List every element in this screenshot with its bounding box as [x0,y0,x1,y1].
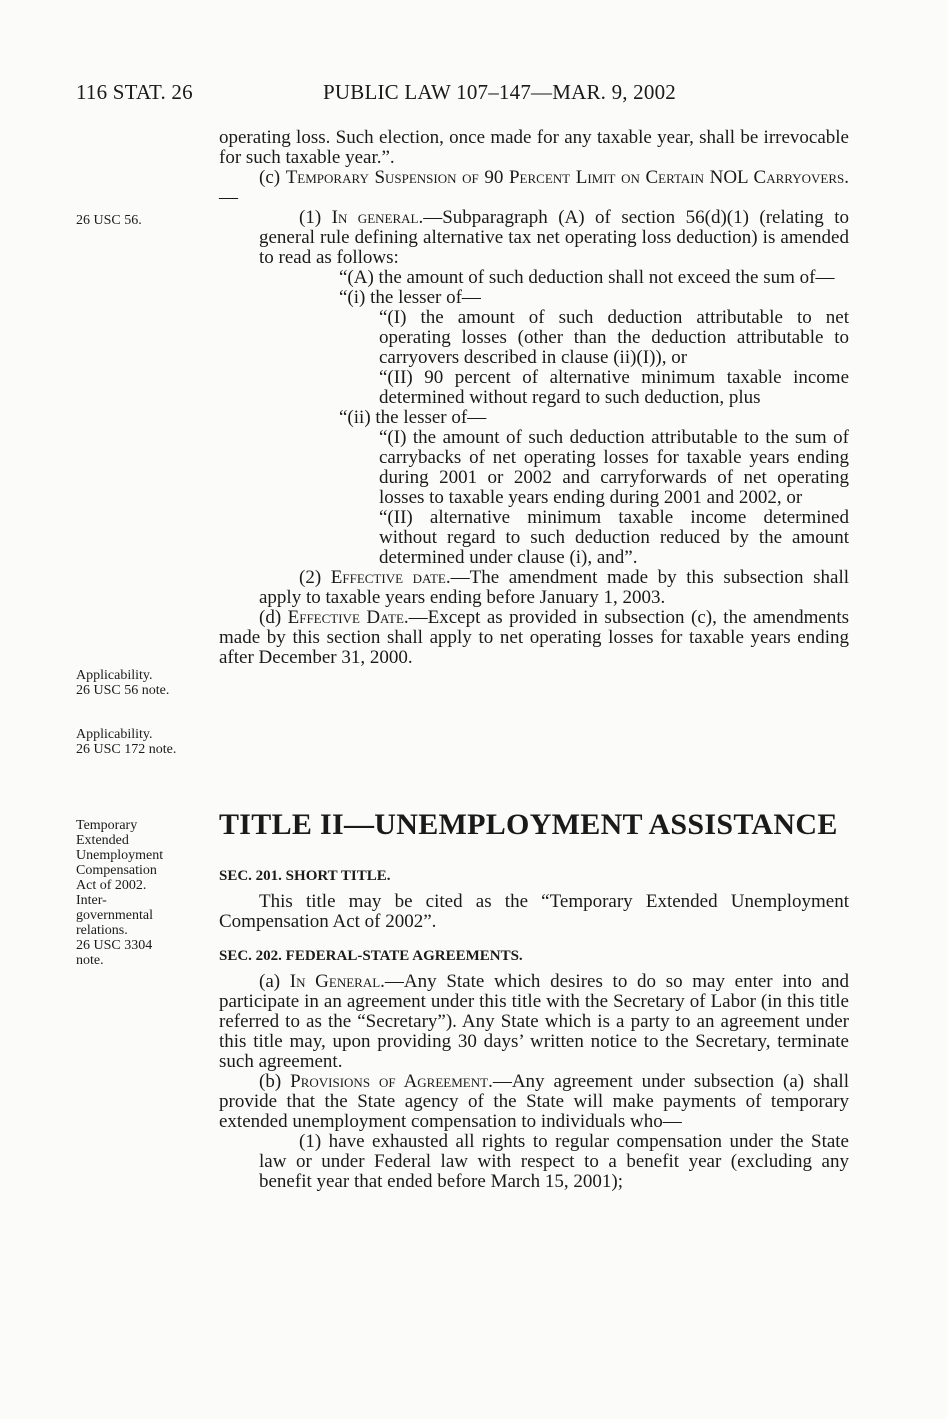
page-reference: 116 STAT. 26 [76,80,193,104]
paragraph-text: —Subparagraph (A) of section 56(d)(1) (relating to general rule defining alternative tax net operating loss deduction) is amended to read as follows: [259,207,849,268]
paragraph-c1 [219,208,849,268]
margin-note-line: 26 USC 56 note. [76,683,170,698]
subsection-label: (a) [259,971,290,992]
running-header: PUBLIC LAW 107–147—MAR. 9, 2002 [323,80,676,104]
quoted-subclause-ii-ii: “(II) alternative minimum taxable income determined without regard to such deduction reduced by the amount determined under clause (i), and”. [379,507,849,568]
quoted-subclause-i-i: “(I) the amount of such deduction attributable to net operating losses (other than the deduction attributable to carryovers described in clause (ii)(I)), or [379,307,849,368]
margin-note-applicability [76,668,169,698]
subsection-label: (b) [259,1071,291,1092]
margin-note-line: Applicability. [76,668,153,683]
quoted-subclause-i-ii: “(II) 90 percent of alternative minimum taxable income determined without regard to such deduction, plus [379,367,849,408]
subsection-heading: In General. [289,971,385,992]
subsection-label: (c) [259,167,286,188]
margin-note-line: Temporary [76,818,138,833]
section-201-text: This title may be cited as the “Temporary Extended Unemployment Compensation Act of 2002”. [219,891,849,932]
title-heading: TITLE II—UNEMPLOYMENT ASSISTANCE [219,808,838,841]
margin-note-line: 26 USC 3304 [76,938,153,953]
quoted-clause-i: “(i) the lesser of— [339,287,481,308]
subsection-a [219,972,849,1072]
section-text-lower [219,866,849,1192]
subsection-heading: Effective Date. [287,607,409,628]
margin-note-line: Inter- [76,893,107,908]
subsection-dash: — [219,187,238,208]
margin-note-line: Applicability. [76,727,153,742]
subsection-heading: Temporary Suspension of 90 Percent Limit on Certain NOL Carryovers. [285,167,849,188]
quoted-clause-ii: “(ii) the lesser of— [339,407,487,428]
subsection-d [219,608,849,668]
margin-note-line: Act of 2002. [76,878,147,893]
paragraph-label: (1) [299,207,332,228]
margin-note-line: Unemployment [76,848,164,863]
quoted-subparagraph-a: “(A) the amount of such deduction shall not exceed the sum of— [339,267,835,288]
margin-note-usc-56: 26 USC 56. [76,213,142,228]
margin-note-line: 26 USC 172 note. [76,742,177,757]
margin-note-line: governmental [76,908,153,923]
paragraph-b1: (1) have exhausted all rights to regular compensation under the State law or under Federal law with respect to a benefit year (excluding any benefit year that ended before March 15, 2001); [259,1131,849,1192]
paragraph-text: —The amendment made by this subsection shall apply to taxable years ending before January 1, 2003. [259,567,850,608]
paragraph-c2 [219,568,849,608]
paragraph-heading: Effective date. [330,567,451,588]
margin-note-line: Compensation [76,863,157,878]
subsection-b [219,1072,849,1132]
paragraph-heading: In general. [331,207,424,228]
section-202-heading: SEC. 202. FEDERAL-STATE AGREEMENTS. [219,948,523,964]
margin-note-title-ii [76,818,163,968]
quoted-subclause-ii-i: “(I) the amount of such deduction attributable to the sum of carrybacks of net operating losses for taxable years ending during 2001 or 2002 and carryforwards of net operating losses to taxable years ending during 2001 and 2002, or [379,427,849,508]
paragraph-label: (2) [299,567,331,588]
subsection-text: —Except as provided in subsection (c), the amendments made by this section shall apply to net operating losses for taxable years ending after December 31, 2000. [219,607,849,668]
subsection-label: (d) [259,607,288,628]
margin-note-applicability [76,727,176,757]
subsection-text: —Any agreement under subsection (a) shall provide that the State agency of the State will make payments of temporary extended unemployment compensation to individuals who— [219,1071,849,1132]
subsection-c [219,168,849,208]
section-text-upper [219,128,849,668]
margin-note-line: note. [76,953,104,968]
margin-note-line: Extended [76,833,129,848]
subsection-text: —Any State which desires to do so may enter into and participate in an agreement under this title with the Secretary of Labor (in this title referred to as the “Secretary”). Any State which is a party to an agreement under this title may, upon providing 30 days’ written notice to the Secretary, terminate such agreement. [219,971,849,1072]
subsection-heading: Provisions of Agreement. [290,1071,493,1092]
section-201-heading: SEC. 201. SHORT TITLE. [219,868,391,884]
margin-note-line: relations. [76,923,128,938]
paragraph-continuation: operating loss. Such election, once made for any taxable year, shall be irrevocable for such taxable year.”. [219,127,849,168]
